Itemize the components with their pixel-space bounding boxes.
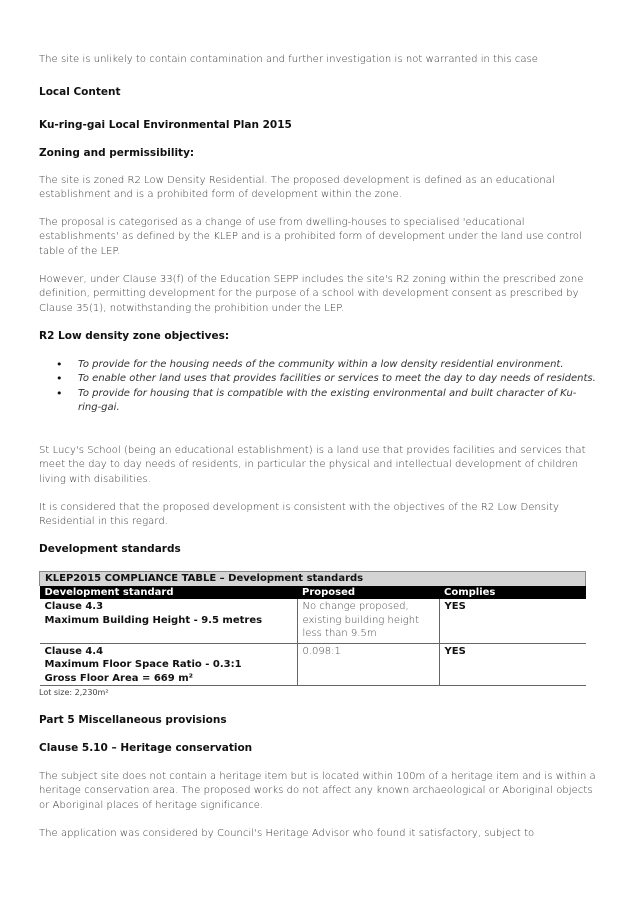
table-row [40, 643, 586, 686]
standard-description: Maximum Building Height - 9.5 metres [44, 614, 263, 626]
complies-cell: YES [439, 599, 586, 643]
lot-size-note: Lot size: 2,230m² [39, 688, 109, 697]
standard-description: Maximum Floor Space Ratio - 0.3:1 [44, 659, 242, 670]
development-standards-heading: Development standards [39, 543, 181, 555]
zoning-paragraph-2: The proposal is categorised as a change of use from dwelling-houses to specialised 'educational establishments' as defined by the KLEP and is a prohibited form of development under the land use control table of the LEP. [39, 217, 582, 257]
table-header-row [40, 586, 586, 599]
objectives-list [56, 358, 596, 415]
intro-paragraph: The site is unlikely to contain contamination and further investigation is not warranted in this case [39, 54, 539, 65]
school-paragraph: St Lucy's School (being an educational establishment) is a land use that provides facilities and services that meet the day to day needs of residents, in particular the physical and intellectual development of children living with disabilities. [39, 445, 586, 485]
proposed-cell: 0.098:1 [297, 643, 439, 686]
compliance-table [39, 571, 586, 686]
zoning-heading: Zoning and permissibility: [39, 147, 195, 159]
table-title: KLEP2015 COMPLIANCE TABLE – Development standards [40, 572, 586, 587]
heritage-paragraph: The subject site does not contain a heritage item but is located within 100m of a heritage item and is within a heritage conservation area. The proposed works do not affect any known archaeological or Aboriginal objects or Aboriginal places of heritage significance. [39, 771, 596, 811]
objective-item: • To enable other land uses that provides facilities or services to meet the day to day needs of residents. [56, 372, 596, 386]
lep-heading: Ku-ring-gai Local Environmental Plan 2015 [39, 119, 292, 131]
zoning-paragraph-1: The site is zoned R2 Low Density Residential. The proposed development is defined as an educational establishment and is a prohibited form of development within the zone. [39, 175, 555, 201]
standard-cell [40, 599, 298, 643]
zoning-paragraph-3: However, under Clause 33(f) of the Education SEPP includes the site's R2 zoning within the prescribed zone definition, permitting development for the purpose of a school with development consent as prescribed by Clause 35(1), notwithstanding the prohibition under the LEP. [39, 274, 584, 314]
consistent-paragraph: It is considered that the proposed development is consistent with the objectives of the R2 Low Density Residential in this regard. [39, 502, 559, 528]
proposed-cell: No change proposed, existing building height less than 9.5m [297, 599, 439, 643]
standard-clause: Clause 4.3 [44, 601, 104, 612]
complies-cell: YES [439, 643, 586, 686]
standard-gfa: Gross Floor Area = 669 m² [44, 672, 194, 684]
header-development-standard: Development standard [40, 586, 298, 599]
clause-5-10-heading: Clause 5.10 – Heritage conservation [39, 742, 253, 754]
objectives-heading: R2 Low density zone objectives: [39, 330, 230, 342]
heritage-advisor-paragraph: The application was considered by Council's Heritage Advisor who found it satisfactory, subject to [39, 828, 535, 839]
header-complies: Complies [439, 586, 586, 599]
header-proposed: Proposed [297, 586, 439, 599]
objective-item: • To provide for housing that is compatible with the existing environmental and built character of Ku-ring-gai. [56, 387, 596, 416]
standard-cell [40, 643, 298, 686]
objective-item: • To provide for the housing needs of the community within a low density residential environment. [56, 358, 596, 372]
standard-clause: Clause 4.4 [44, 645, 104, 657]
table-title-row [40, 572, 586, 587]
table-row [40, 599, 586, 643]
part5-heading: Part 5 Miscellaneous provisions [39, 714, 227, 726]
local-content-heading: Local Content [39, 86, 121, 98]
